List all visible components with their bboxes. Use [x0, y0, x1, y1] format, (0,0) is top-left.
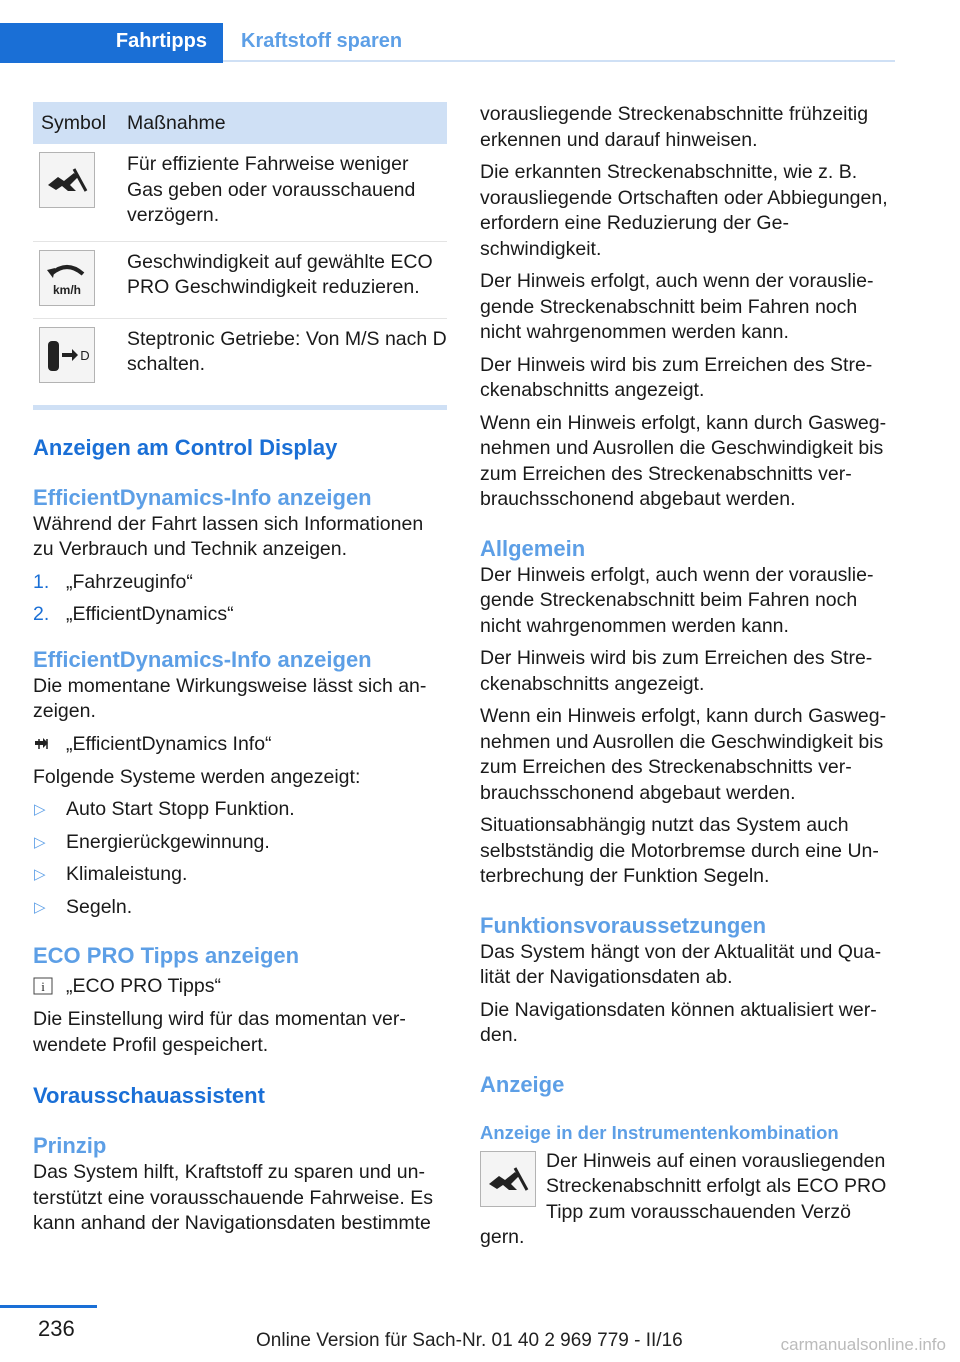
- svg-text:i: i: [41, 979, 45, 994]
- heading-allgemein: Allgemein: [480, 535, 586, 561]
- paragraph: Die erkannten Streckenabschnitte, wie z. B. vorausliegende Ortschaften oder Abbiegungen, erfordern eine Reduzierung der Geschwindigkeit.: [480, 161, 888, 260]
- tab-divider-line: [223, 60, 895, 62]
- triangle-bullet-icon: ▷: [34, 833, 46, 851]
- paragraph: Der Hinweis erfolgt, auch wenn der vorausliegende Streckenabschnitt beim Fahren noch nicht wahrgenommen werden kann.: [480, 563, 874, 637]
- symbol-table: [33, 102, 447, 395]
- list-item-text: Energierückgewinnung.: [66, 830, 270, 853]
- tab-active-underline: [0, 60, 223, 63]
- paragraph: vorausliegende Streckenabschnitte frühzeitig erkennen und darauf hinweisen.: [480, 103, 869, 151]
- speedometer-kmh-icon: [39, 250, 95, 306]
- info-icon: [33, 974, 66, 1000]
- foot-off-pedal-icon: [39, 152, 95, 208]
- table-row: [33, 318, 447, 395]
- paragraph: Das System hängt von der Aktualität und Qualität der Navigationsdaten ab.: [480, 940, 882, 988]
- heading-efficientdynamics-info-2: EfficientDynamics-Info anzeigen: [33, 646, 372, 672]
- menu-path-eco-pro-tipps: [33, 974, 447, 1000]
- foot-off-pedal-icon: [480, 1151, 536, 1207]
- paragraph: Wenn ein Hinweis erfolgt, kann durch Gaswegnehmen und Ausrollen die Geschwindigkeit bis zum Erreichen des Streckenabschnitts verbrauchsschonend abgebaut werden.: [480, 705, 887, 804]
- table-row: [33, 241, 447, 318]
- footer-online-version: Online Version für Sach-Nr. 01 40 2 969 779 - II/16: [256, 1330, 683, 1351]
- paragraph-continuation: gern.: [480, 1226, 525, 1248]
- steps-list: [33, 570, 447, 628]
- table-bottom-rule: [33, 405, 447, 410]
- systems-list: [33, 797, 447, 920]
- list-item: [33, 570, 447, 596]
- paragraph-info: Während der Fahrt lassen sich Informationen zu Verbrauch und Technik anzeigen.: [33, 512, 424, 560]
- heading-instrumentenkombination: Anzeige in der Instrumentenkombination: [480, 1121, 839, 1143]
- paragraph: Situationsabhängig nutzt das System auch selbstständig die Motorbremse durch eine Unterbrechung der Funktion Segeln.: [480, 814, 879, 887]
- watermark: carmanualsonline.info: [780, 1335, 946, 1354]
- heading-eco-pro-tipps: ECO PRO Tipps anzeigen: [33, 943, 300, 968]
- heading-efficientdynamics-info: EfficientDynamics-Info anzeigen: [33, 484, 372, 510]
- list-item-text: Klimaleistung.: [66, 863, 188, 885]
- svg-text:D: D: [80, 347, 90, 363]
- svg-text:km/h: km/h: [52, 282, 82, 297]
- menu-path-text: „ECO PRO Tipps“: [66, 975, 221, 997]
- menu-path-efficientdynamics: [33, 732, 447, 758]
- tab-fahrtipps[interactable]: Fahrtipps: [0, 23, 223, 60]
- paragraph: Der Hinweis wird bis zum Erreichen des Streckenabschnitts angezeigt.: [480, 647, 873, 695]
- menu-path-text: „EfficientDynamics Info“: [66, 732, 272, 755]
- step-text: „EfficientDynamics“: [66, 603, 234, 625]
- page-number: 236: [38, 1316, 75, 1341]
- list-item: [33, 602, 447, 628]
- triangle-bullet-icon: ▷: [34, 866, 46, 883]
- table-header-symbol: Symbol: [33, 102, 127, 144]
- paragraph: Der Hinweis auf einen vorausliegenden Streckenabschnitt erfolgt als ECO PRO Tipp zum vorausschauenden Verzö: [546, 1149, 887, 1223]
- paragraph-info-2: Die momentane Wirkungsweise lässt sich anzeigen.: [33, 674, 427, 722]
- heading-prinzip: Prinzip: [33, 1133, 107, 1158]
- header-tabs: [0, 23, 960, 63]
- triangle-bullet-icon: ▷: [34, 898, 46, 916]
- list-item-text: Auto Start Stopp Funktion.: [66, 798, 295, 820]
- list-item: [33, 895, 447, 921]
- list-item-text: Segeln.: [66, 895, 133, 918]
- tab-kraftstoff-sparen[interactable]: Kraftstoff sparen: [241, 30, 403, 52]
- table-cell-text: Geschwindigkeit auf gewählte ECO PRO Geschwindigkeit reduzieren.: [127, 241, 447, 318]
- list-item: [33, 862, 447, 888]
- step-number: 1.: [33, 570, 50, 593]
- table-cell-text: Für effiziente Fahrweise weniger Gas geben oder vorausschauend verzögern.: [127, 144, 447, 241]
- paragraph: Der Hinweis erfolgt, auch wenn der vorausliegende Streckenabschnitt beim Fahren noch nicht wahrgenommen werden kann.: [480, 270, 874, 343]
- instrument-hint-block: [480, 1149, 896, 1226]
- table-cell-text: Steptronic Getriebe: Von M/S nach D schalten.: [127, 327, 447, 375]
- efficientdynamics-icon: [33, 732, 66, 758]
- paragraph-prinzip: Das System hilft, Kraftstoff zu sparen und unterstützt eine vorausschauende Fahrweise. Es kann anhand der Navigationsdaten bestimmte: [33, 1161, 433, 1234]
- step-text: „Fahrzeuginfo“: [66, 570, 193, 593]
- footer-rule: [0, 1305, 97, 1308]
- table-header-measure: Maßnahme: [127, 102, 447, 144]
- triangle-bullet-icon: ▷: [34, 801, 46, 818]
- heading-vorausschauassistent: Vorausschauassistent: [33, 1083, 265, 1108]
- heading-funktionsvoraussetzungen: Funktionsvoraussetzungen: [480, 912, 767, 938]
- paragraph: Die Navigationsdaten können aktualisiert werden.: [480, 998, 877, 1046]
- table-row: [33, 144, 447, 241]
- heading-control-display: Anzeigen am Control Display: [33, 434, 338, 460]
- right-column: [480, 102, 896, 1251]
- list-item: [33, 797, 447, 823]
- paragraph: Wenn ein Hinweis erfolgt, kann durch Gaswegnehmen und Ausrollen die Geschwindigkeit bis zum Erreichen des Streckenabschnitts verbrauchsschonend abgebaut werden.: [480, 411, 887, 510]
- paragraph-systems: Folgende Systeme werden angezeigt:: [33, 765, 361, 788]
- heading-anzeige: Anzeige: [480, 1071, 565, 1097]
- gear-selector-d-icon: [39, 327, 95, 383]
- list-item: [33, 830, 447, 856]
- paragraph: Der Hinweis wird bis zum Erreichen des Streckenabschnitts angezeigt.: [480, 353, 873, 401]
- paragraph-setting: Die Einstellung wird für das momentan verwendete Profil gespeichert.: [33, 1008, 406, 1056]
- left-column: [33, 102, 447, 1237]
- step-number: 2.: [33, 603, 50, 625]
